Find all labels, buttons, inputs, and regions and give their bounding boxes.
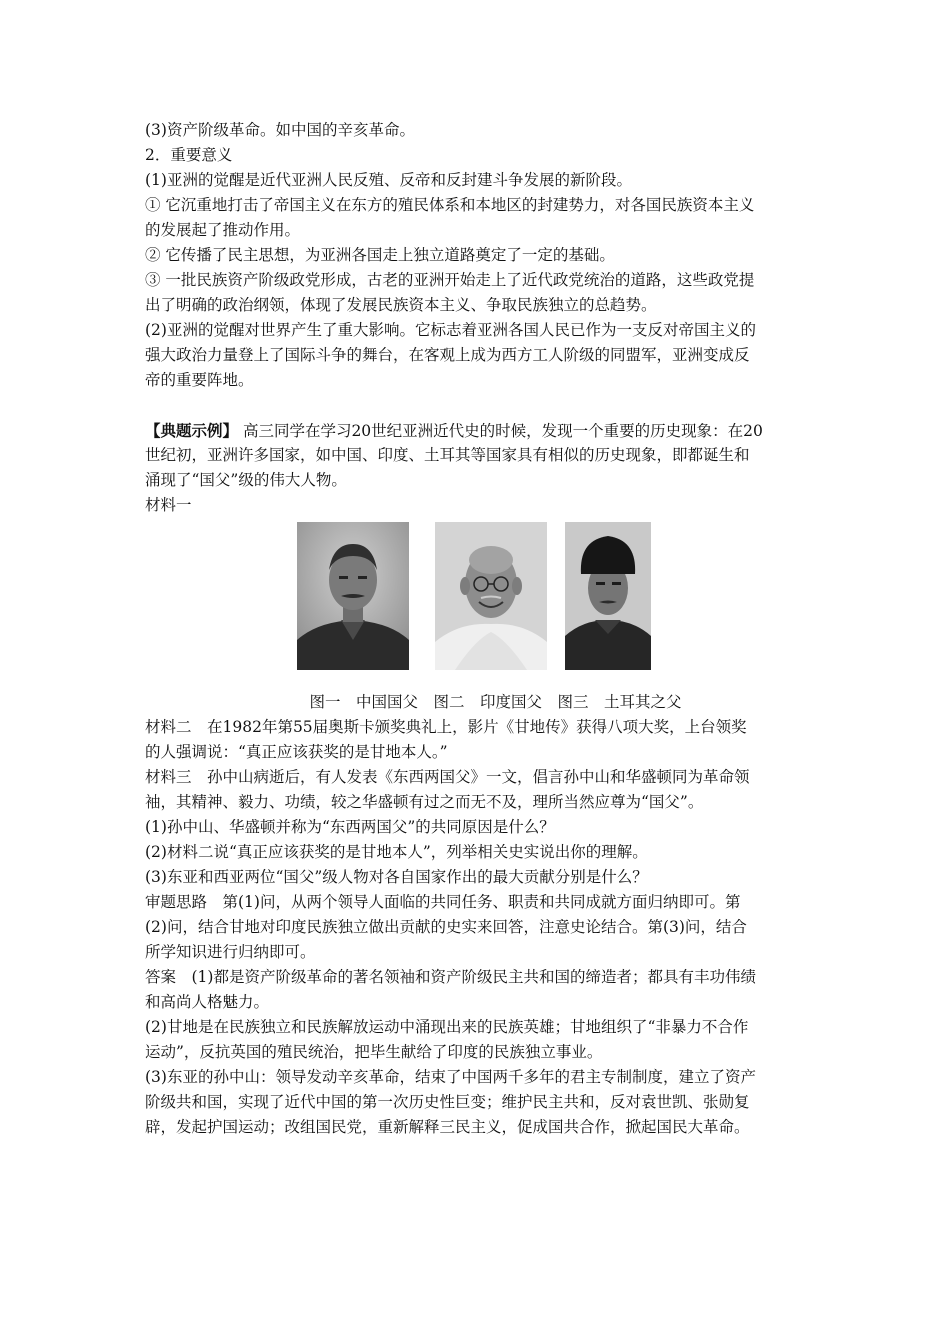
document-page [145,118,810,1140]
text-line: (1)孙中山、华盛顿并称为“东西两国父”的共同原因是什么？ [145,818,555,836]
material-label: 材料一 [145,496,192,514]
section-bottom [145,715,810,1140]
text-line: 涌现了“国父”级的伟大人物。 [145,471,347,489]
text-line: 审题思路 第(1)问，从两个领导人面临的共同任务、职责和共同成就方面归纳即可。第 [145,893,741,911]
text-line: 所学知识进行归纳即可。 [145,943,316,961]
text-line: (2)材料二说“真正应该获奖的是甘地本人”，列举相关史实说出你的理解。 [145,843,648,861]
example-intro-text: 高三同学在学习20世纪亚洲近代史的时候，发现一个重要的历史现象：在20 [238,422,763,440]
section-top [145,118,810,393]
text-line: (1)亚洲的觉醒是近代亚洲人民反殖、反帝和反封建斗争发展的新阶段。 [145,171,632,189]
text-line: 材料二 在1982年第55届奥斯卡颁奖典礼上，影片《甘地传》获得八项大奖，上台领奖 [145,718,747,736]
text-line: ① 它沉重地打击了帝国主义在东方的殖民体系和本地区的封建势力，对各国民族资本主义 [145,196,755,214]
text-line: ② 它传播了民主思想，为亚洲各国走上独立道路奠定了一定的基础。 [145,246,615,264]
text-line: 的发展起了推动作用。 [145,221,301,239]
text-line: 和高尚人格魅力。 [145,993,270,1011]
text-line: 强大政治力量登上了国际斗争的舞台，在客观上成为西方工人阶级的同盟军，亚洲变成反 [145,346,750,364]
example-tag: 【典题示例】 [145,421,239,440]
text-line: (3)资产阶级革命。如中国的辛亥革命。 [145,121,415,139]
example-section [145,418,810,518]
text-line: (2)问，结合甘地对印度民族独立做出贡献的史实来回答，注意史论结合。第(3)问，结合 [145,918,747,936]
text-line: 的人强调说：“真正应该获奖的是甘地本人。” [145,743,448,761]
text-line: (2)亚洲的觉醒对世界产生了重大影响。它标志着亚洲各国人民已作为一支反对帝国主义的 [145,321,756,339]
portrait-figure-2 [435,522,547,670]
text-line: ③ 一批民族资产阶级政党形成，古老的亚洲开始走上了近代政党统治的道路，这些政党提 [145,271,755,289]
text-line: 辟，发起护国运动；改组国民党，重新解释三民主义，促成国共合作，掀起国民大革命。 [145,1118,750,1136]
text-line: 出了明确的政治纲领，体现了发展民族资本主义、争取民族独立的总趋势。 [145,296,657,314]
text-line: 2．重要意义 [145,146,233,164]
text-line: 答案 (1)都是资产阶级革命的著名领袖和资产阶级民主共和国的缔造者；都具有丰功伟绩 [145,968,756,986]
text-line: (3)东亚和西亚两位“国父”级人物对各自国家作出的最大贡献分别是什么？ [145,868,648,886]
text-line: 材料三 孙中山病逝后，有人发表《东西两国父》一文，倡言孙中山和华盛顿同为革命领 [145,768,750,786]
portrait-figures [145,522,810,690]
text-line: 运动”，反抗英国的殖民统治，把毕生献给了印度的民族独立事业。 [145,1043,603,1061]
text-line: 帝的重要阵地。 [145,371,254,389]
text-line: 世纪初，亚洲许多国家，如中国、印度、土耳其等国家具有相似的历史现象，即都诞生和 [145,446,750,464]
portrait-figure-3 [565,522,677,670]
text-line: (2)甘地是在民族独立和民族解放运动中涌现出来的民族英雄；甘地组织了“非暴力不合作 [145,1018,749,1036]
portrait-figure-1 [297,522,409,670]
text-line: (3)东亚的孙中山：领导发动辛亥革命，结束了中国两千多年的君主专制制度，建立了资产 [145,1068,756,1086]
example-intro [145,418,810,443]
text-line: 袖，其精神、毅力、功绩，较之华盛顿有过之而无不及，理所当然应尊为“国父”。 [145,793,704,811]
figure-caption: 图一 中国国父 图二 印度国父 图三 土耳其之父 [309,693,682,711]
text-line: 阶级共和国，实现了近代中国的第一次历史性巨变；维护民主共和，反对袁世凯、张勋复 [145,1093,750,1111]
